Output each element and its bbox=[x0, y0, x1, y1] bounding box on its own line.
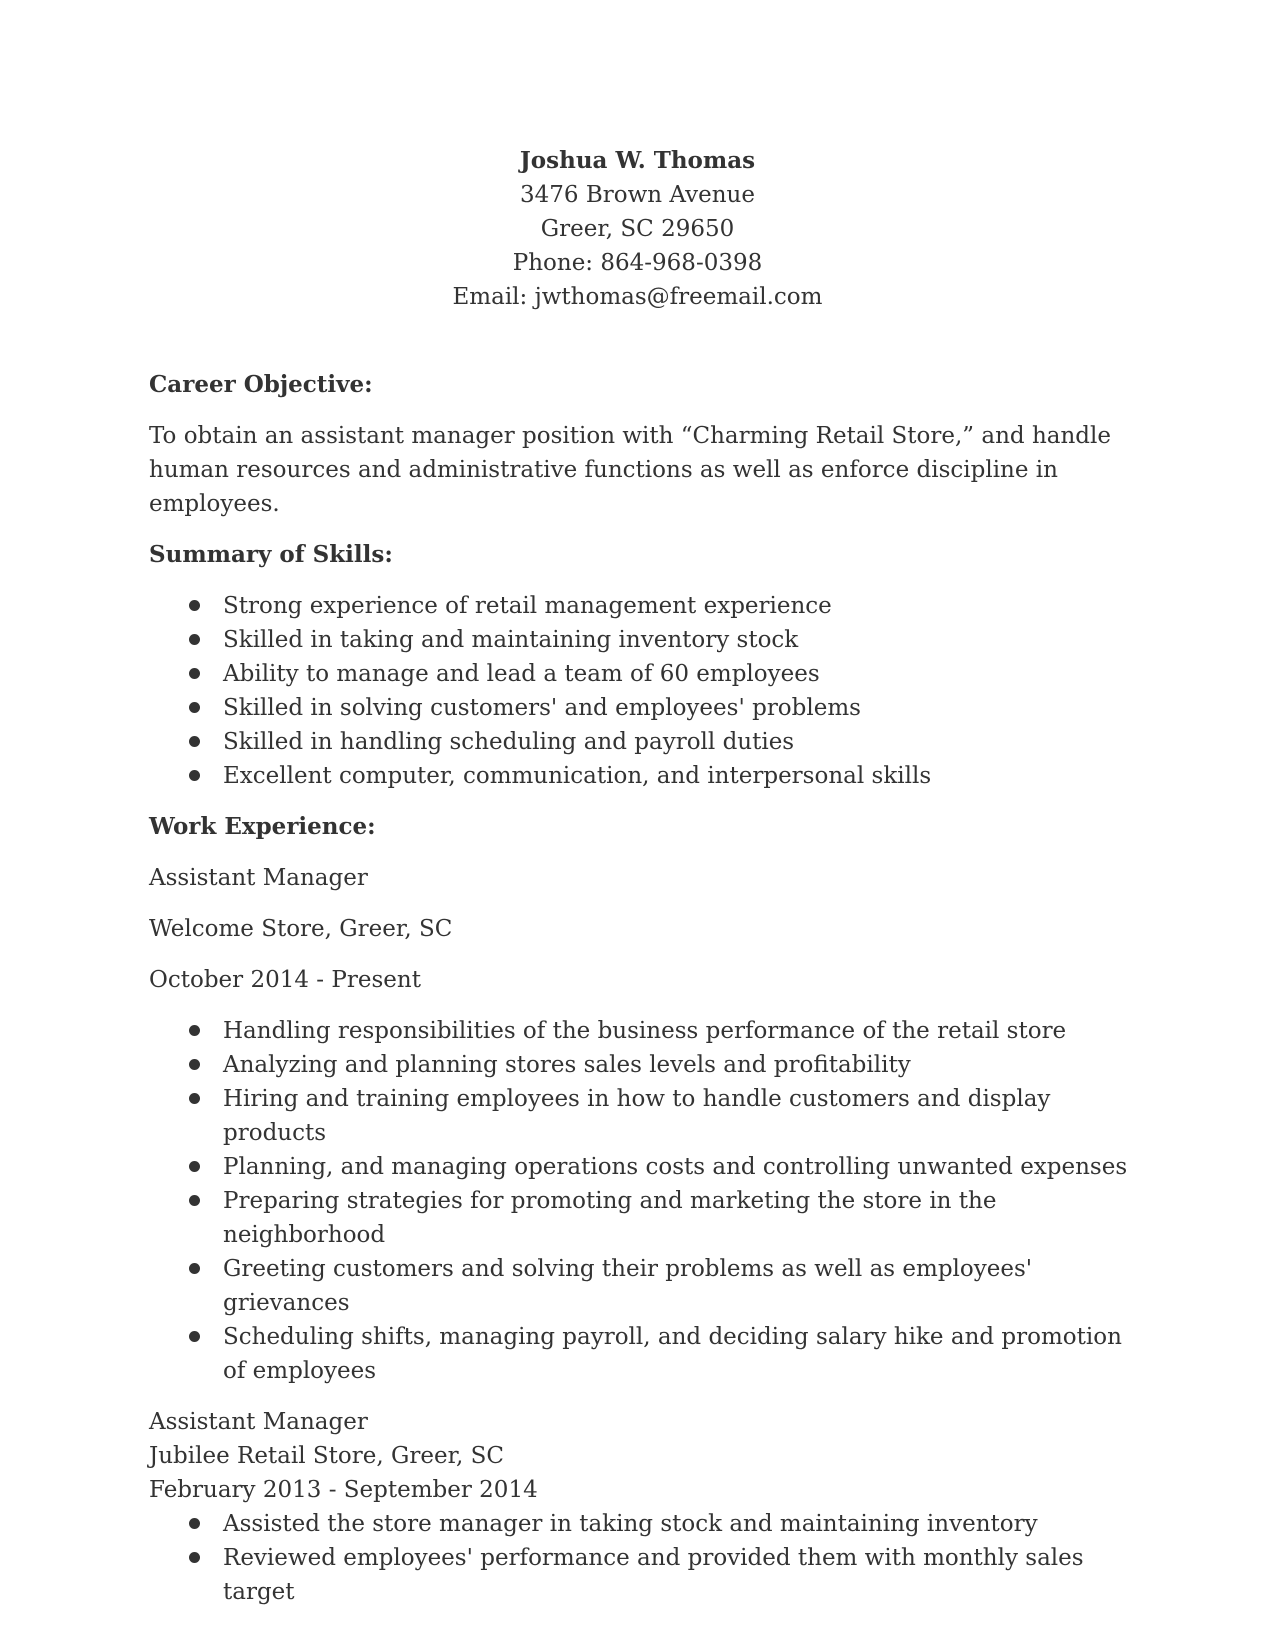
job-1-dates: October 2014 - Present bbox=[149, 967, 421, 993]
bullet-icon bbox=[189, 1518, 200, 1529]
bullet-icon bbox=[189, 1025, 200, 1036]
duty-text: Hiring and training employees in how to handle customers and display products bbox=[223, 1086, 1051, 1146]
duty-text: Greeting customers and solving their problems as well as employees' grievances bbox=[223, 1256, 1033, 1316]
list-item bbox=[149, 691, 1139, 725]
bullet-icon bbox=[189, 600, 200, 611]
list-item bbox=[149, 759, 1139, 793]
skill-text: Skilled in taking and maintaining inventory stock bbox=[223, 627, 799, 653]
bullet-icon bbox=[189, 702, 200, 713]
duty-text: Preparing strategies for promoting and marketing the store in the neighborhood bbox=[223, 1188, 997, 1248]
duty-text: Handling responsibilities of the business performance of the retail store bbox=[223, 1018, 1067, 1044]
bullet-icon bbox=[189, 668, 200, 679]
skill-text: Excellent computer, communication, and interpersonal skills bbox=[223, 763, 932, 789]
list-item bbox=[149, 1014, 1139, 1048]
bullet-icon bbox=[189, 1059, 200, 1070]
address-line-2: Greer, SC 29650 bbox=[540, 216, 735, 242]
career-objective-heading: Career Objective: bbox=[149, 371, 373, 398]
list-item bbox=[149, 623, 1139, 657]
resume-body bbox=[149, 368, 1139, 1626]
resume-header bbox=[0, 144, 1275, 314]
bullet-icon bbox=[189, 1161, 200, 1172]
skill-text: Strong experience of retail management experience bbox=[223, 593, 832, 619]
duty-text: Reviewed employees' performance and provided them with monthly sales target bbox=[223, 1545, 1084, 1605]
bullet-icon bbox=[189, 1552, 200, 1563]
job-1-duties bbox=[149, 1014, 1139, 1388]
bullet-icon bbox=[189, 634, 200, 645]
list-item bbox=[149, 1150, 1139, 1184]
bullet-icon bbox=[189, 1093, 200, 1104]
phone-line: Phone: 864-968-0398 bbox=[512, 250, 763, 276]
list-item bbox=[149, 1541, 1139, 1609]
bullet-icon bbox=[189, 1331, 200, 1342]
bullet-icon bbox=[189, 736, 200, 747]
list-item bbox=[149, 1320, 1139, 1388]
job-1-title: Assistant Manager bbox=[149, 865, 368, 891]
applicant-name: Joshua W. Thomas bbox=[519, 147, 756, 174]
job-2-company: Jubilee Retail Store, Greer, SC bbox=[149, 1443, 505, 1469]
job-2-title: Assistant Manager bbox=[149, 1409, 368, 1435]
list-item bbox=[149, 657, 1139, 691]
duty-text: Analyzing and planning stores sales levels and profitability bbox=[223, 1052, 911, 1078]
bullet-icon bbox=[189, 770, 200, 781]
list-item bbox=[149, 1507, 1139, 1541]
list-item bbox=[149, 1252, 1139, 1320]
skill-text: Skilled in solving customers' and employees' problems bbox=[223, 695, 861, 721]
duty-text: Planning, and managing operations costs and controlling unwanted expenses bbox=[223, 1154, 1128, 1180]
work-experience-heading: Work Experience: bbox=[149, 813, 376, 840]
bullet-icon bbox=[189, 1263, 200, 1274]
duty-text: Scheduling shifts, managing payroll, and deciding salary hike and promotion of employees bbox=[223, 1324, 1122, 1384]
list-item bbox=[149, 1184, 1139, 1252]
bullet-icon bbox=[189, 1195, 200, 1206]
job-2-duties bbox=[149, 1507, 1139, 1609]
list-item bbox=[149, 725, 1139, 759]
address-line-1: 3476 Brown Avenue bbox=[520, 182, 755, 208]
job-1-company: Welcome Store, Greer, SC bbox=[149, 916, 453, 942]
job-2-dates: February 2013 - September 2014 bbox=[149, 1477, 538, 1503]
duty-text: Assisted the store manager in taking stock and maintaining inventory bbox=[223, 1511, 1038, 1537]
list-item bbox=[149, 1082, 1139, 1150]
list-item bbox=[149, 1048, 1139, 1082]
skills-list bbox=[149, 589, 1139, 793]
email-line: Email: jwthomas@freemail.com bbox=[452, 284, 823, 310]
skill-text: Ability to manage and lead a team of 60 employees bbox=[223, 661, 820, 687]
list-item bbox=[149, 589, 1139, 623]
career-objective-text: To obtain an assistant manager position with “Charming Retail Store,” and handle human resources and administrative functions as well as enforce discipline in employees. bbox=[149, 423, 1111, 517]
skill-text: Skilled in handling scheduling and payroll duties bbox=[223, 729, 795, 755]
skills-heading: Summary of Skills: bbox=[149, 541, 393, 568]
